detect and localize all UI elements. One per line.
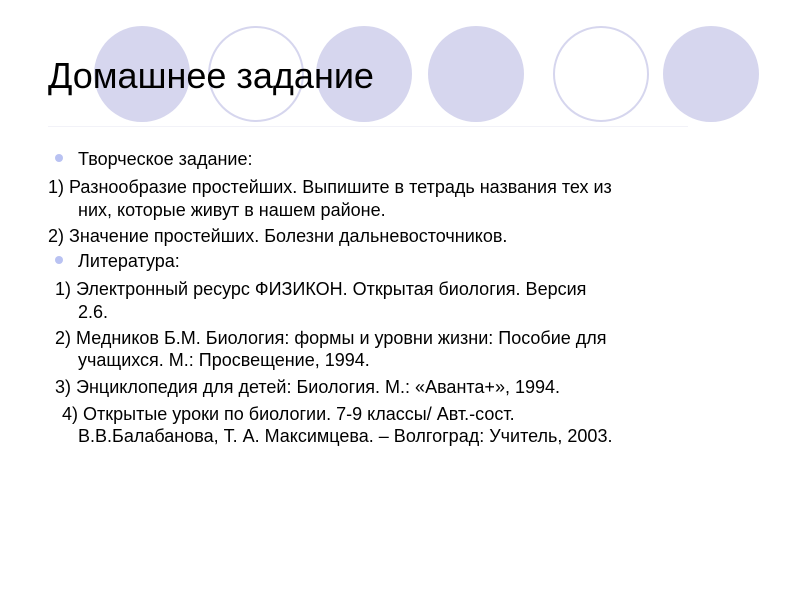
task-item-1-line-1: 1) Разнообразие простейших. Выпишите в тетрадь названия тех из <box>48 177 612 197</box>
bullet-icon <box>55 256 63 264</box>
bullet-icon <box>55 154 63 162</box>
task-item-2: 2) Значение простейших. Болезни дальневосточников. <box>48 226 508 246</box>
task-item-1-line-2: них, которые живут в нашем районе. <box>78 200 386 220</box>
literature-item-4-line-2: В.В.Балабанова, Т. А. Максимцева. – Волгоград: Учитель, 2003. <box>78 426 613 446</box>
literature-item-1-line-2: 2.6. <box>78 302 109 322</box>
literature-item-1-line-1: 1) Электронный ресурс ФИЗИКОН. Открытая биология. Версия <box>55 279 587 299</box>
literature-item-3: 3) Энциклопедия для детей: Биология. М.: «Аванта+», 1994. <box>55 377 561 397</box>
literature-item-2-line-1: 2) Медников Б.М. Биология: формы и уровни жизни: Пособие для <box>55 328 607 348</box>
literature-item-2-line-2: учащихся. М.: Просвещение, 1994. <box>78 350 370 370</box>
literature-item-4-line-1: 4) Открытые уроки по биологии. 7-9 классы/ Авт.-сост. <box>62 404 515 424</box>
literature-heading: Литература: <box>78 251 180 271</box>
task-heading: Творческое задание: <box>78 149 253 169</box>
page-title: Домашнее задание <box>48 55 374 96</box>
